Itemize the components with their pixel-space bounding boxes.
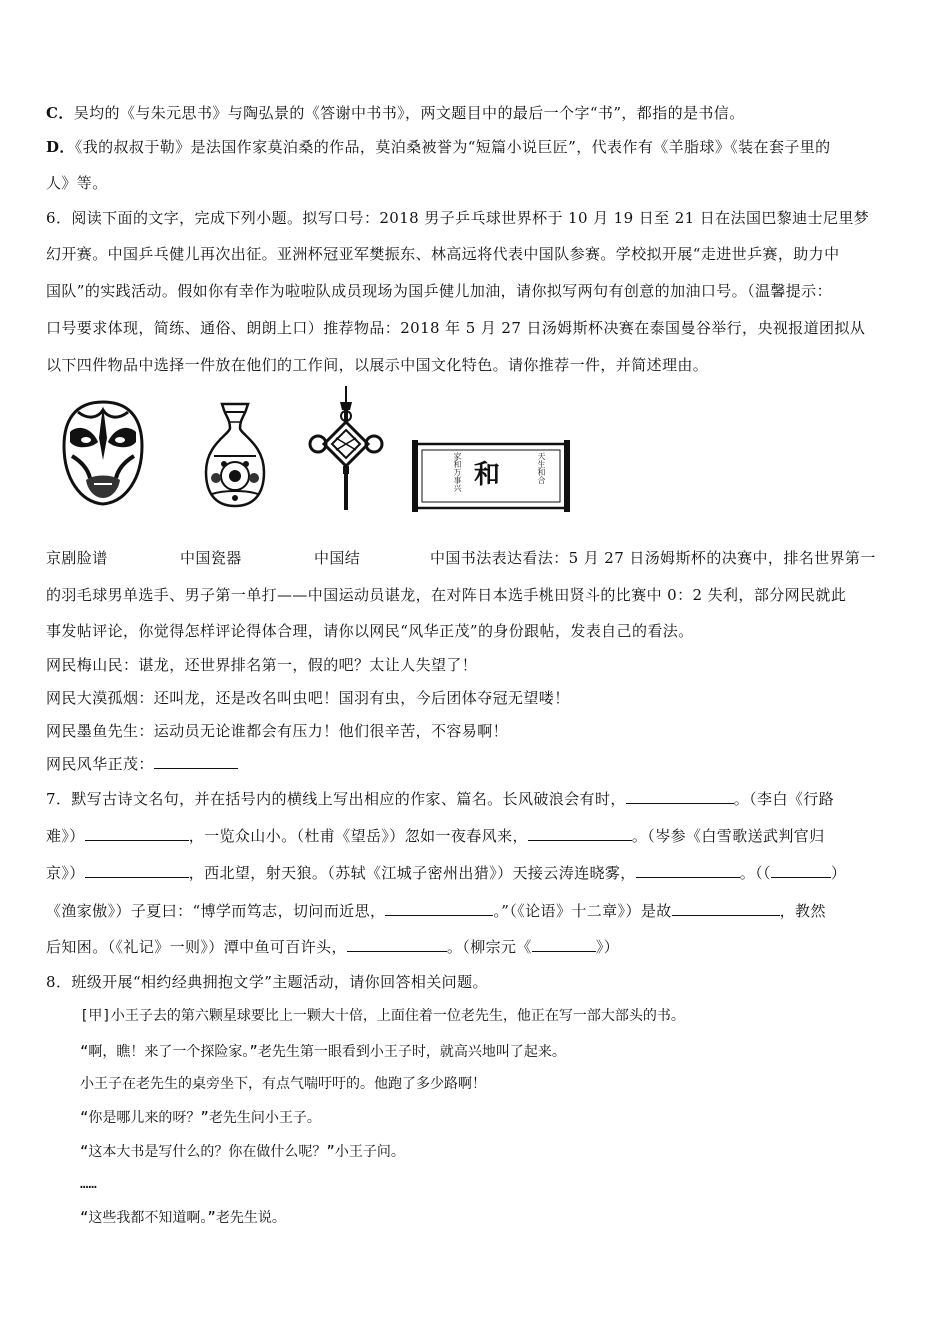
q8-heading: 8．班级开展“相约经典拥抱文学”主题活动，请你回答相关问题。 [46, 973, 488, 991]
caption-chinese-knot: 中国结 [314, 549, 361, 567]
blank-6[interactable] [385, 901, 493, 916]
passage-line-7: “这些我都不知道啊。”老先生说。 [80, 1210, 286, 1226]
calligraphy-scroll-image [412, 438, 570, 514]
caption-opera-mask: 京剧脸谱 [46, 549, 108, 567]
q6-comment-line-1: 的羽毛球男单选手、男子第一单打——中国运动员谌龙，在对阵日本选手桃田贤斗的比赛中 0：2 失利，部分网民就此 [46, 586, 847, 604]
passage-line-3: 小王子在老先生的桌旁坐下，有点气喘吁吁的。他跑了多少路啊！ [80, 1076, 486, 1092]
option-d-cont: 人》等。 [46, 174, 108, 192]
q7-line-1: 7．默写古诗文名句，并在括号内的横线上写出相应的作家、篇名。长风破浪会有时， 。（李白《行路 [46, 790, 835, 808]
blank-1[interactable] [626, 789, 734, 804]
q6-line-2: 幻开赛。中国乒乓健儿再次出征。亚洲杯冠亚军樊振东、林高远将代表中国队参赛。学校拟开展“走进世乒赛，助力中 [46, 245, 840, 263]
q7-line-5: 后知困。（《礼记》一则》）潭中鱼可百许头， 。（柳宗元《 》） [46, 938, 620, 956]
q7-line-3: 京》） ，西北望，射天狼。（苏轼《江城子密州出猎》）天接云涛连晓雾， 。（（ ） [46, 864, 847, 882]
passage-line-5: “这本大书是写什么的？你在做什么呢？”小王子问。 [80, 1144, 405, 1160]
blank-8[interactable] [347, 937, 447, 952]
q7-line-4: 《渔家傲》）子夏曰：“博学而笃志，切问而近思， 。”（《论语》十二章》）是故 ，教然 [46, 902, 826, 920]
opera-mask-image [58, 398, 148, 508]
caption-porcelain: 中国瓷器 [180, 549, 242, 567]
answer-blank[interactable] [154, 754, 238, 769]
blank-author[interactable] [771, 863, 831, 878]
netizen-comment-2: 网民大漠孤烟：还叫龙，还是改名叫虫吧！国羽有虫，今后团体夺冠无望喽！ [46, 689, 570, 707]
blank-5[interactable] [636, 863, 740, 878]
netizen-answer-line: 网民风华正茂： [46, 754, 908, 774]
netizen-comment-3: 网民墨鱼先生：运动员无论谁都会有压力！他们很辛苦，不容易啊！ [46, 722, 509, 740]
blank-2[interactable] [85, 826, 189, 841]
porcelain-vase-image [200, 400, 270, 510]
q6-comment-line-2: 事发帖评论，你觉得怎样评论得体合理，请你以网民“风华正茂”的身份跟帖，发表自己的看法。 [46, 622, 694, 640]
calligraphy-left-text: 家和万事兴 [453, 452, 462, 492]
q6-line-4: 口号要求体现，简练、通俗、朗朗上口）推荐物品：2018 年 5 月 27 日汤姆斯杯决赛在泰国曼谷举行，央视报道团拟从 [46, 319, 866, 337]
blank-7[interactable] [672, 901, 780, 916]
calligraphy-right-text: 天生和合 [537, 452, 546, 484]
blank-title[interactable] [532, 937, 596, 952]
option-d: D．《我的叔叔于勒》是法国作家莫泊桑的作品，莫泊桑被誉为“短篇小说巨匠”，代表作有《羊脂球》《装在套子里的 [46, 138, 831, 156]
passage-ellipsis: …… [80, 1176, 97, 1192]
passage-line-1: [甲]小王子去的第六颗星球要比上一颗大十倍，上面住着一位老先生，他正在写一部大部头的书。 [80, 1008, 685, 1024]
calligraphy-main-character: 和 [474, 460, 501, 490]
passage-line-4: “你是哪儿来的呀？”老先生问小王子。 [80, 1110, 321, 1126]
chinese-knot-image [308, 386, 384, 510]
q6-line-3: 国队”的实践活动。假如你有幸作为啦啦队成员现场为国乒健儿加油，请你拟写两句有创意的加油口号。（温馨提示： [46, 282, 832, 300]
netizen-comment-1: 网民梅山民：谌龙，还世界排名第一，假的吧？太让人失望了！ [46, 656, 478, 674]
option-c: C．吴均的《与朱元思书》与陶弘景的《答谢中书书》，两文题目中的最后一个字“书”，都指的是书信。 [46, 104, 745, 122]
passage-line-2: “啊，瞧！来了一个探险家。”老先生第一眼看到小王子时，就高兴地叫了起来。 [80, 1044, 566, 1060]
q6-line-1: 6．阅读下面的文字，完成下列小题。拟写口号：2018 男子乒乓球世界杯于 10 月 19 日至 21 日在法国巴黎迪士尼里梦 [46, 209, 870, 227]
q7-line-2: 难》） ，一览众山小。（杜甫《望岳》）忽如一夜春风来， 。（岑参《白雪歌送武判官归 [46, 827, 825, 845]
blank-4[interactable] [85, 863, 189, 878]
blank-3[interactable] [528, 826, 632, 841]
caption-calligraphy-and-q: 中国书法表达看法：5 月 27 日汤姆斯杯的决赛中，排名世界第一 [430, 549, 876, 567]
q6-line-5: 以下四件物品中选择一件放在他们的工作间，以展示中国文化特色。请你推荐一件，并简述理由。 [46, 356, 709, 374]
